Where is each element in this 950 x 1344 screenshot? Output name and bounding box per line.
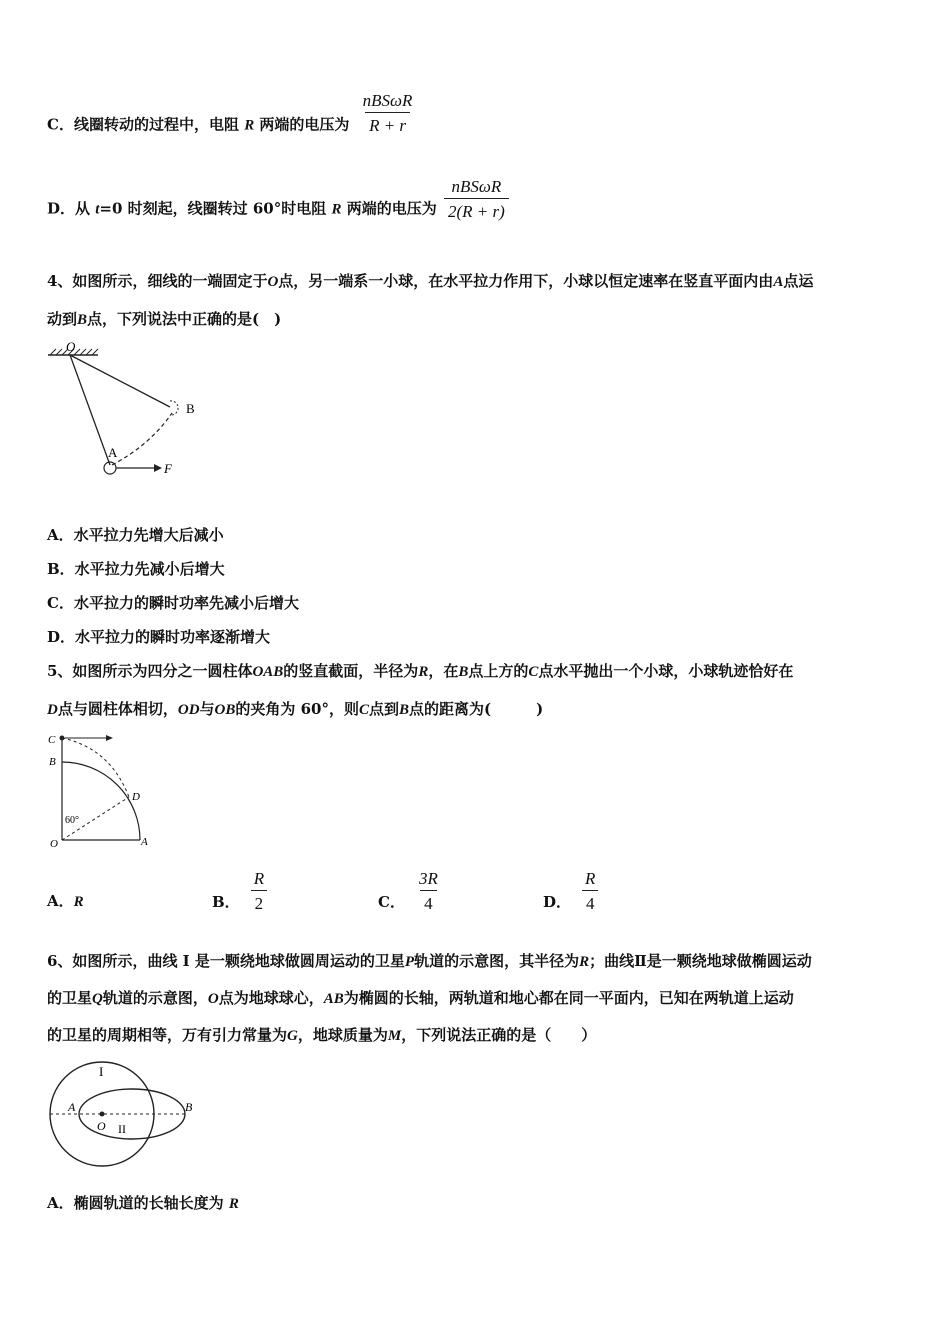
q5-label-o: O (50, 838, 58, 850)
q4-path-dashed (112, 413, 172, 465)
q5-option-a: A．R (47, 892, 84, 910)
q5-option-b: B． $\frac{R}{2}$ (212, 868, 268, 915)
q5-stem-line2: D点与圆柱体相切，OD与OB的夹角为 60°，则C点到B点的距离为( ) (47, 700, 544, 718)
q3-c-fraction: $\frac{\text{nBSωR}}{R + r}$ (362, 91, 413, 135)
q6-label-b: B (185, 1100, 193, 1114)
q6-label-ii: II (118, 1122, 126, 1136)
q4-option-c: C．水平拉力的瞬时功率先减小后增大 (47, 594, 299, 612)
q6-stem-line1: 6、如图所示，曲线 I 是一颗绕地球做圆周运动的卫星P轨道的示意图，其半径为R；曲线Ⅱ是一颗绕地球做椭圆运动 (47, 952, 812, 970)
q4-label-o: O (66, 339, 76, 354)
q5-label-a: A (141, 836, 148, 848)
q4-force-arrowhead (154, 464, 162, 472)
q4-option-d: D．水平拉力的瞬时功率逐渐增大 (47, 628, 271, 646)
q6-stem-line2: 的卫星Q轨道的示意图，O点为地球球心，AB为椭圆的长轴，两轨道和地心都在同一平面内，已知在两轨道上运动 (47, 989, 794, 1007)
q4-ball-b (170, 401, 178, 415)
q5-label-b: B (49, 756, 56, 768)
q5-angle-label: 60° (65, 815, 79, 826)
q5-trajectory (62, 738, 129, 797)
q4-figure-pendulum (40, 335, 210, 485)
q4-stem-line2: 动到B点，下列说法中正确的是( ) (47, 310, 282, 328)
q6-earth-center (100, 1112, 105, 1117)
q5-label-c: C (48, 734, 56, 746)
q5-stem-line1: 5、如图所示为四分之一圆柱体OAB的竖直截面，半径为R，在B点上方的C点水平抛出一个小球，小球轨迹恰好在 (47, 662, 794, 680)
q5-option-c: C． $\frac{3R}{4}$ (378, 869, 438, 913)
q3-d-fraction: $\frac{\text{nBSωR}}{2(R + r)}$ (444, 176, 509, 223)
q6-label-o: O (97, 1119, 106, 1133)
q6-figure-orbits (44, 1060, 204, 1175)
q4-string-ob (70, 355, 170, 407)
q4-label-a: A (108, 445, 118, 460)
q3-option-d: D．从 t=0 时刻起，线圈转过 60°时电阻 R 两端的电压为 $\frac{\text{nBSωR}}{2(R + r)}$ (47, 186, 509, 233)
q4-string-oa (70, 355, 110, 465)
q6-label-a: A (68, 1100, 76, 1114)
q6-stem-line3: 的卫星的周期相等，万有引力常量为G，地球质量为M，下列说法正确的是（ ） (47, 1026, 597, 1044)
q4-option-b: B．水平拉力先减小后增大 (47, 560, 225, 578)
q6-option-a: A．椭圆轨道的长轴长度为 R (47, 1194, 239, 1212)
q5-arc-bd-a (62, 762, 140, 840)
q5-point-c (60, 736, 65, 741)
q5-label-d: D (132, 791, 140, 803)
q4-label-b: B (186, 401, 195, 416)
q4-label-f: F (164, 461, 172, 476)
q6-label-i: I (99, 1064, 104, 1079)
q3-option-c: C．线圈转动的过程中，电阻 R 两端的电压为 $\frac{\text{nBSωR}}{R + r}$ (47, 102, 416, 149)
q4-stem-line1: 4、如图所示，细线的一端固定于O点，另一端系一小球，在水平拉力作用下，小球以恒定速率在竖直平面内由A点运 (47, 272, 814, 290)
q5-option-d: D． $\frac{R}{4}$ (543, 868, 599, 915)
q5-velocity-arrowhead (106, 735, 113, 741)
q5-figure-quarter-circle (40, 728, 160, 853)
q4-option-a: A．水平拉力先增大后减小 (47, 526, 224, 544)
